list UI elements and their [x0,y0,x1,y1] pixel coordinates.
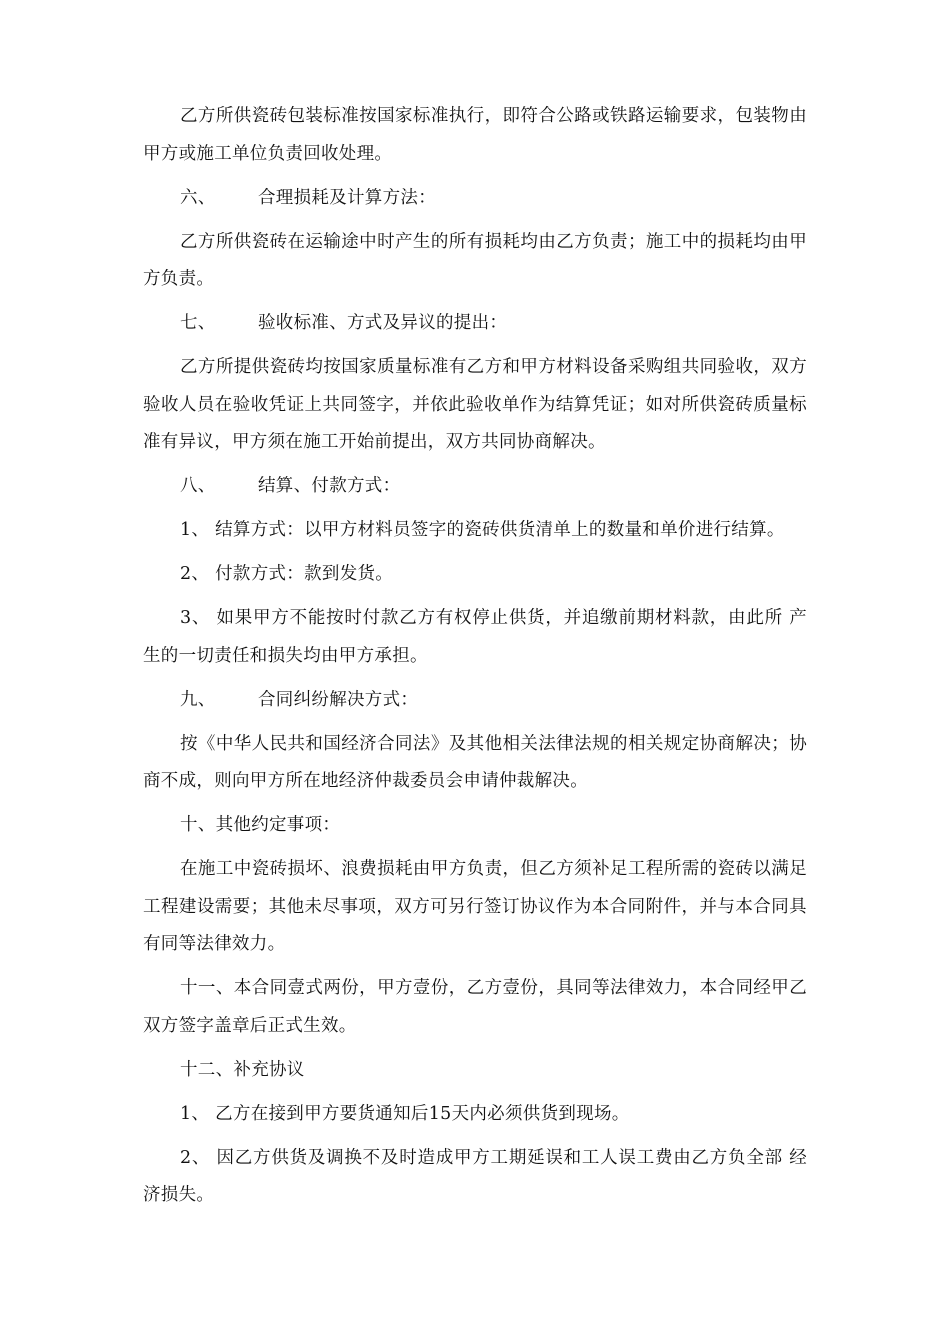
section-6-heading [143,180,807,218]
section-12-item-1: 1、 乙方在接到甲方要货通知后15天内必须供货到现场。 [180,1103,630,1124]
section-9-heading [143,682,807,720]
document-body [143,98,807,1221]
section-title: 补充协议 [233,1059,305,1080]
section-8-item-3: 3、 如果甲方不能按时付款乙方有权停止供货，并追缴前期材料款，由此所 产生的一切责任和损失均由甲方承担。 [143,608,807,666]
packaging-paragraph: 乙方所供瓷砖包装标准按国家标准执行，即符合公路或铁路运输要求，包装物由甲方或施工单位负责回收处理。 [143,106,807,164]
section-10-body: 在施工中瓷砖损坏、浪费损耗由甲方负责，但乙方须补足工程所需的瓷砖以满足工程建设需要；其他未尽事项，双方可另行签订协议作为本合同附件，并与本合同具有同等法律效力。 [143,859,807,954]
section-number: 十、 [180,815,216,835]
section-8-item-1: 1、 结算方式：以甲方材料员签字的瓷砖供货清单上的数量和单价进行结算。 [180,520,785,540]
section-title: 合理损耗及计算方法： [258,187,436,208]
section-number: 九、 [180,689,216,710]
section-12-item-2: 2、 因乙方供货及调换不及时造成甲方工期延误和工人误工费由乙方负全部 经济损失。 [143,1147,807,1205]
section-8-item-2: 2、 付款方式：款到发货。 [180,564,394,584]
section-title: 合同纠纷解决方式： [258,689,419,710]
section-number: 十二、 [180,1059,234,1080]
section-12-heading [143,1052,807,1090]
section-7-heading [143,305,807,343]
section-7-body: 乙方所提供瓷砖均按国家质量标准有乙方和甲方材料设备采购组共同验收，双方验收人员在验收凭证上共同签字，并依此验收单作为结算凭证；如对所供瓷砖质量标准有异议，甲方须在施工开始前提出，双方共同协商解决。 [143,357,807,452]
section-number: 六、 [180,187,216,208]
section-title: 验收标准、方式及异议的提出： [258,313,508,333]
section-number: 七、 [180,313,216,333]
section-11-body: 十一、本合同壹式两份，甲方壹份，乙方壹份，具同等法律效力，本合同经甲乙双方签字盖章后正式生效。 [143,978,807,1036]
section-number: 八、 [180,476,216,496]
section-6-body: 乙方所供瓷砖在运输途中时产生的所有损耗均由乙方负责；施工中的损耗均由甲方负责。 [143,231,807,289]
section-title: 其他约定事项： [215,815,341,835]
section-9-body: 按《中华人民共和国经济合同法》及其他相关法律法规的相关规定协商解决；协商不成，则向甲方所在地经济仲裁委员会申请仲裁解决。 [143,733,807,791]
section-10-heading [143,807,807,845]
section-8-heading [143,468,807,506]
section-title: 结算、付款方式： [258,476,401,496]
